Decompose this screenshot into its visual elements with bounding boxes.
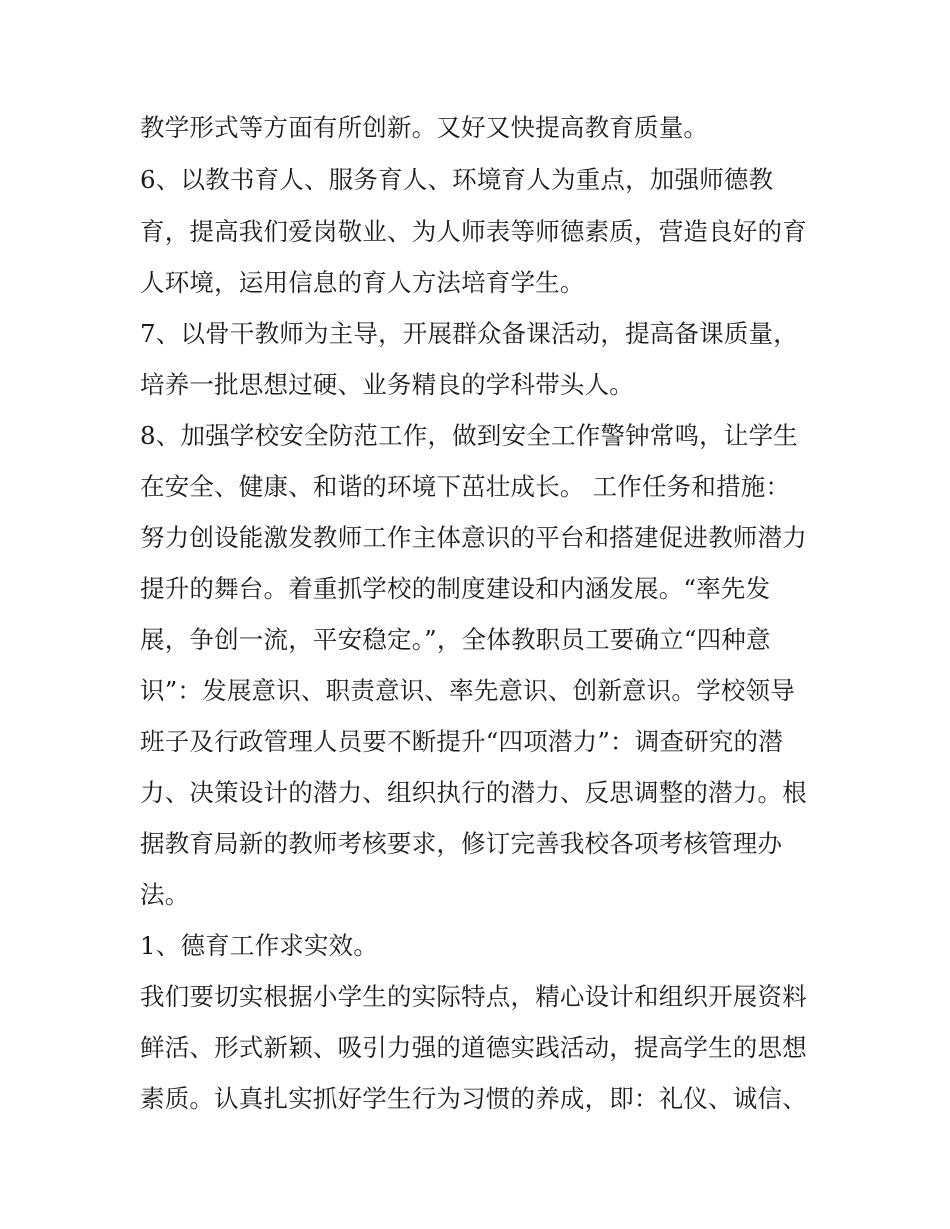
text-line: 7、以骨干教师为主导，开展群众备课活动，提高备课质量， (140, 319, 798, 348)
text-line: 素质。认真扎实抓好学生行为习惯的养成，即：礼仪、诚信、 (140, 1084, 807, 1113)
text-line: 教学形式等方面有所创新。又好又快提高教育质量。 (140, 113, 709, 142)
text-line: 识”：发展意识、职责意识、率先意识、创新意识。学校领导 (140, 676, 795, 705)
text-line: 班子及行政管理人员要不断提升“四项潜力”：调查研究的潜 (140, 727, 783, 756)
text-line: 1、德育工作求实效。 (140, 931, 379, 960)
text-line: 培养一批思想过硬、业务精良的学科带头人。 (140, 370, 634, 399)
text-line: 据教育局新的教师考核要求，修订完善我校各项考核管理办 (140, 829, 783, 858)
text-line: 力、决策设计的潜力、组织执行的潜力、反思调整的潜力。根 (140, 778, 807, 807)
text-line: 8、加强学校安全防范工作，做到安全工作警钟常鸣，让学生 (140, 421, 798, 450)
text-line: 我们要切实根据小学生的实际特点，精心设计和组织开展资料 (140, 982, 807, 1011)
text-line: 人环境，运用信息的育人方法培育学生。 (140, 268, 585, 297)
text-line: 提升的舞台。着重抓学校的制度建设和内涵发展。“率先发 (140, 574, 771, 603)
text-line: 努力创设能激发教师工作主体意识的平台和搭建促进教师潜力 (140, 523, 807, 552)
text-line: 6、以教书育人、服务育人、环境育人为重点，加强师德教 (140, 165, 774, 194)
text-line: 法。 (140, 880, 190, 909)
text-line: 在安全、健康、和谐的环境下茁壮成长。 工作任务和措施： (140, 472, 791, 501)
text-line: 展，争创一流，平安稳定。”，全体教职员工要确立“四种意 (140, 625, 771, 654)
text-line: 育，提高我们爱岗敬业、为人师表等师德素质，营造良好的育 (140, 217, 807, 246)
text-line: 鲜活、形式新颖、吸引力强的道德实践活动，提高学生的思想 (140, 1033, 807, 1062)
